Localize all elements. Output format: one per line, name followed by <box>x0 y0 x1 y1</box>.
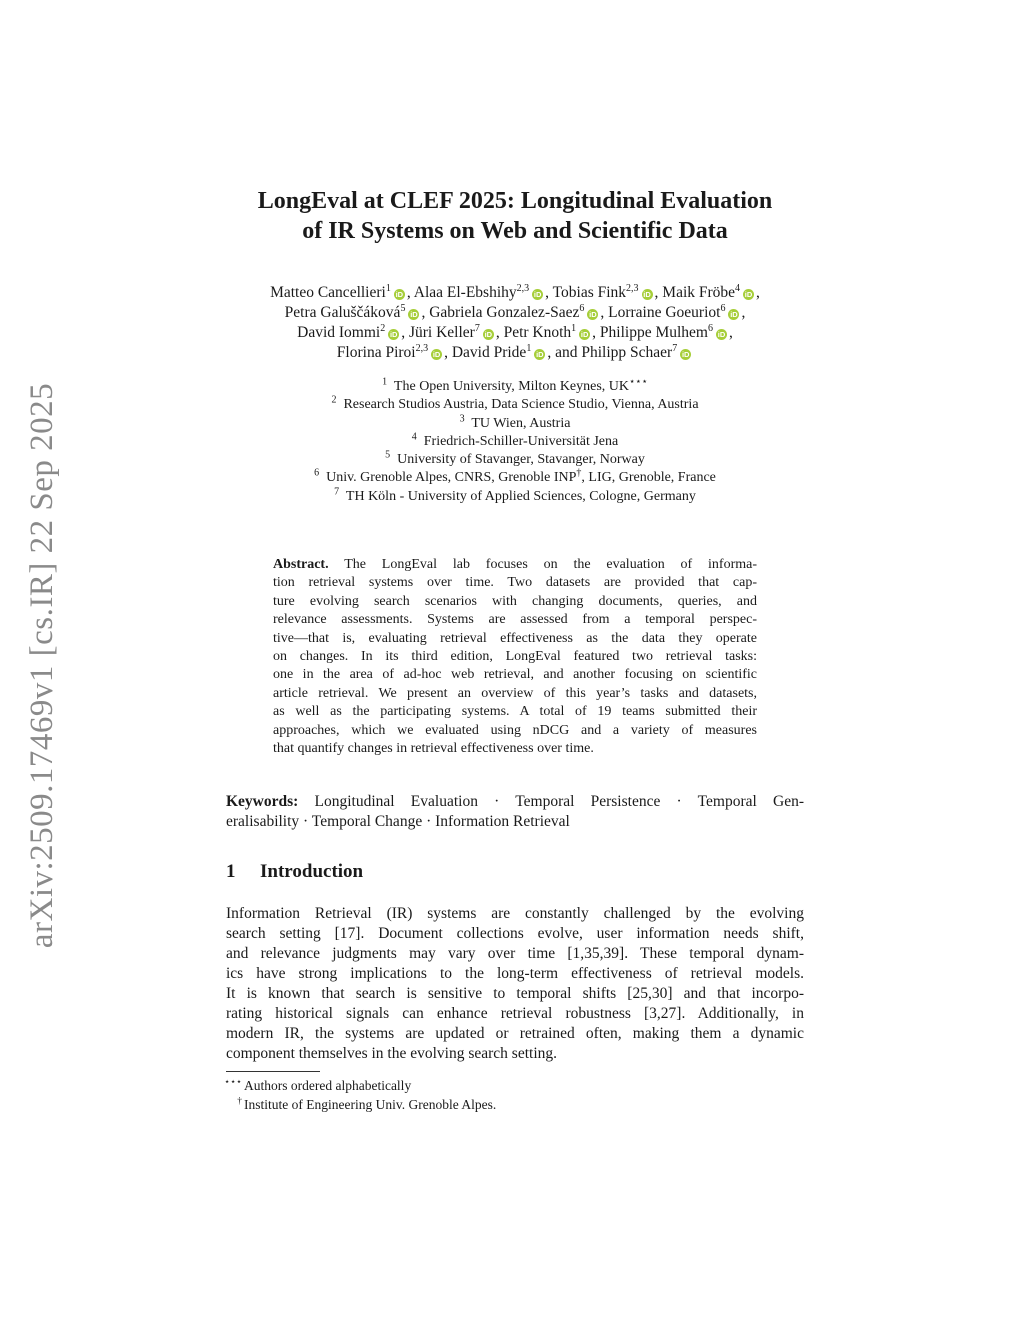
orcid-icon[interactable]: iD <box>410 310 418 319</box>
keywords-line: eralisability · Temporal Change · Information Retrieval <box>226 813 570 830</box>
author-separator: , <box>406 284 414 301</box>
author-affiliation-mark: 1 <box>526 342 532 354</box>
abstract <box>273 556 757 758</box>
author-affiliation-mark: 2 <box>380 322 386 334</box>
affiliation-footnote-mark: † <box>576 467 582 479</box>
author-name: David Pride <box>451 344 527 361</box>
author-separator: , and <box>547 344 582 361</box>
section-heading-introduction <box>226 861 363 883</box>
affiliation-number: 5 <box>385 449 391 461</box>
footnotes <box>200 1076 496 1114</box>
author-separator: , <box>444 344 452 361</box>
title-line: of IR Systems on Web and Scientific Data <box>302 218 728 244</box>
abstract-text: The LongEval lab focuses on the evaluation of informa- <box>344 557 758 572</box>
arxiv-identifier-stamp <box>20 380 66 950</box>
affiliation-text: Friedrich-Schiller-Universität Jena <box>423 433 619 449</box>
author-name: Tobias Fink <box>552 284 627 301</box>
affiliation-item <box>200 412 830 433</box>
author-line <box>200 283 830 303</box>
affiliation-text-continued: , LIG, Grenoble, France <box>581 470 716 486</box>
affiliation-footnote-mark: ⋆⋆⋆ <box>629 376 648 388</box>
abstract-line: ture evolving search scenarios with changing documents, queries, and <box>273 593 757 609</box>
affiliation-item <box>200 378 830 396</box>
author-name: Gabriela Gonzalez-Saez <box>429 304 580 321</box>
paragraph-line: component themselves in the evolving search setting. <box>226 1045 558 1062</box>
author-affiliation-mark: 1 <box>385 282 391 294</box>
author-line <box>200 343 830 363</box>
author-name: David Iommi <box>297 324 381 341</box>
affiliation-number: 6 <box>314 467 320 479</box>
abstract-line: relevance assessments. Systems are assessed from a temporal perspec- <box>273 612 757 628</box>
author-line <box>200 323 830 343</box>
orcid-icon[interactable]: iD <box>389 330 398 339</box>
author-name: Petr Knoth <box>503 324 572 341</box>
footnote-text: Authors ordered alphabetically <box>244 1078 412 1093</box>
affiliation-text: Univ. Grenoble Alpes, CNRS, Grenoble INP <box>326 470 577 486</box>
paragraph-line: modern IR, the systems are updated or retrained often, making them a dynamic <box>226 1025 804 1042</box>
author-name: Matteo Cancellieri <box>270 284 386 301</box>
keywords-line <box>226 792 804 812</box>
orcid-icon[interactable]: iD <box>717 330 726 339</box>
affiliation-item <box>200 396 830 414</box>
affiliation-number: 2 <box>331 394 337 406</box>
footnote <box>200 1095 496 1114</box>
author-separator: , <box>592 324 600 341</box>
orcid-icon[interactable]: iD <box>533 290 542 299</box>
abstract-line: on changes. In its third edition, LongEval featured two retrieval tasks: <box>273 649 757 665</box>
orcid-icon[interactable]: iD <box>580 330 589 339</box>
affiliation-number: 3 <box>459 412 465 424</box>
paragraph-line: ics have strong implications to the long-term effectiveness of retrieval models. <box>226 965 804 982</box>
orcid-icon[interactable]: iD <box>589 310 597 319</box>
orcid-icon[interactable]: iD <box>681 350 690 359</box>
author-name: Jüri Keller <box>408 324 475 341</box>
abstract-line: tion retrieval systems over time. Two datasets are provided that cap- <box>273 575 757 591</box>
author-affiliation-mark: 4 <box>735 282 741 294</box>
affiliation-text: TU Wien, Austria <box>471 415 571 431</box>
author-name: Philipp Schaer <box>581 344 673 361</box>
author-separator: , <box>495 324 504 341</box>
paragraph-line: rating historical signals can enhance retrieval robustness [3,27]. Additionally, in <box>226 1005 804 1022</box>
footnote <box>200 1076 496 1095</box>
abstract-line: one in the area of ad-hoc web retrieval, and another focusing on scientific <box>273 667 757 683</box>
abstract-line: as well as the participating systems. A total of 19 teams submitted their <box>273 704 757 720</box>
paper-title <box>200 186 830 246</box>
author-separator: , <box>600 304 609 321</box>
author-separator: , <box>741 304 746 321</box>
orcid-icon[interactable]: iD <box>395 290 404 299</box>
author-line <box>200 303 830 323</box>
author-name: Lorraine Goeuriot <box>608 304 721 321</box>
affiliation-item <box>200 433 830 451</box>
abstract-line: article retrieval. We present an overview of this year’s tasks and datasets, <box>273 685 757 701</box>
author-separator: , <box>654 284 663 301</box>
author-separator: , <box>545 284 553 301</box>
abstract-label: Abstract. <box>273 557 329 572</box>
author-affiliation-mark: 5 <box>400 302 406 314</box>
affiliation-text: Research Studios Austria, Data Science Studio, Vienna, Austria <box>343 397 699 413</box>
abstract-line: tive—that is, evaluating retrieval effectiveness as the data they operate <box>273 630 757 646</box>
author-affiliation-mark: 6 <box>708 322 713 334</box>
author-name: Philippe Mulhem <box>599 324 708 341</box>
author-affiliation-mark: 7 <box>672 342 678 354</box>
orcid-icon[interactable]: iD <box>536 350 544 359</box>
footnote-mark: † <box>237 1096 242 1107</box>
keywords-label: Keywords: <box>226 793 299 810</box>
author-name: Florina Piroi <box>336 344 416 361</box>
affiliation-text: TH Köln - University of Applied Sciences, Cologne, Germany <box>345 488 696 504</box>
author-affiliation-mark: 6 <box>720 302 726 314</box>
author-affiliation-mark: 2,3 <box>626 282 639 294</box>
affiliation-number: 7 <box>334 486 340 498</box>
author-affiliation-mark: 2,3 <box>415 342 429 354</box>
arxiv-identifier-text: arXiv:2509.17469v1 [cs.IR] 22 Sep 2025 <box>24 382 61 948</box>
author-name: Maik Fröbe <box>662 284 736 301</box>
author-list <box>200 283 830 363</box>
footnote-divider <box>226 1071 320 1072</box>
author-separator: , <box>421 304 430 321</box>
affiliation-text: University of Stavanger, Stavanger, Norway <box>397 452 645 468</box>
author-name: Petra Galuščáková <box>284 304 401 321</box>
affiliation-item <box>200 469 830 487</box>
author-affiliation-mark: 2,3 <box>516 282 530 294</box>
orcid-icon[interactable]: iD <box>744 290 753 299</box>
affiliation-list <box>200 378 830 506</box>
author-affiliation-mark: 1 <box>571 322 577 334</box>
author-separator: , <box>729 324 733 341</box>
orcid-icon[interactable]: iD <box>643 290 651 299</box>
affiliation-number: 1 <box>382 376 388 388</box>
abstract-line: that quantify changes in retrieval effectiveness over time. <box>273 741 594 757</box>
paragraph-line: and relevance judgments may vary over time [1,35,39]. These temporal dynam- <box>226 945 804 962</box>
section-title: Introduction <box>260 861 364 882</box>
paragraph-line: search setting [17]. Document collections evolve, user information needs shift, <box>226 925 804 942</box>
author-separator: , <box>401 324 409 341</box>
author-separator: , <box>756 284 760 301</box>
footnote-text: Institute of Engineering Univ. Grenoble Alpes. <box>244 1097 497 1112</box>
footnote-mark: ⋆⋆⋆ <box>224 1077 242 1088</box>
orcid-icon[interactable]: iD <box>484 330 493 339</box>
affiliation-number: 4 <box>411 431 417 443</box>
introduction-paragraph <box>226 904 804 1064</box>
title-line: LongEval at CLEF 2025: Longitudinal Evaluation <box>257 188 773 214</box>
abstract-line: approaches, which we evaluated using nDCG and a variety of measures <box>273 722 757 738</box>
author-affiliation-mark: 7 <box>474 322 480 334</box>
author-name: Alaa El-Ebshihy <box>413 284 517 301</box>
affiliation-item <box>200 451 830 469</box>
section-number: 1 <box>226 861 236 882</box>
orcid-icon[interactable]: iD <box>730 310 738 319</box>
affiliation-item <box>200 488 830 506</box>
orcid-icon[interactable]: iD <box>432 350 441 359</box>
keywords <box>226 792 804 832</box>
keywords-text: Longitudinal Evaluation · Temporal Persistence · Temporal Gen- <box>314 793 804 810</box>
author-affiliation-mark: 6 <box>579 302 585 314</box>
paragraph-line: Information Retrieval (IR) systems are constantly challenged by the evolving <box>226 905 804 922</box>
affiliation-text: The Open University, Milton Keynes, UK <box>393 379 630 394</box>
abstract-line <box>273 556 757 574</box>
paragraph-line: It is known that search is sensitive to temporal shifts [25,30] and that incorpo- <box>226 985 804 1002</box>
